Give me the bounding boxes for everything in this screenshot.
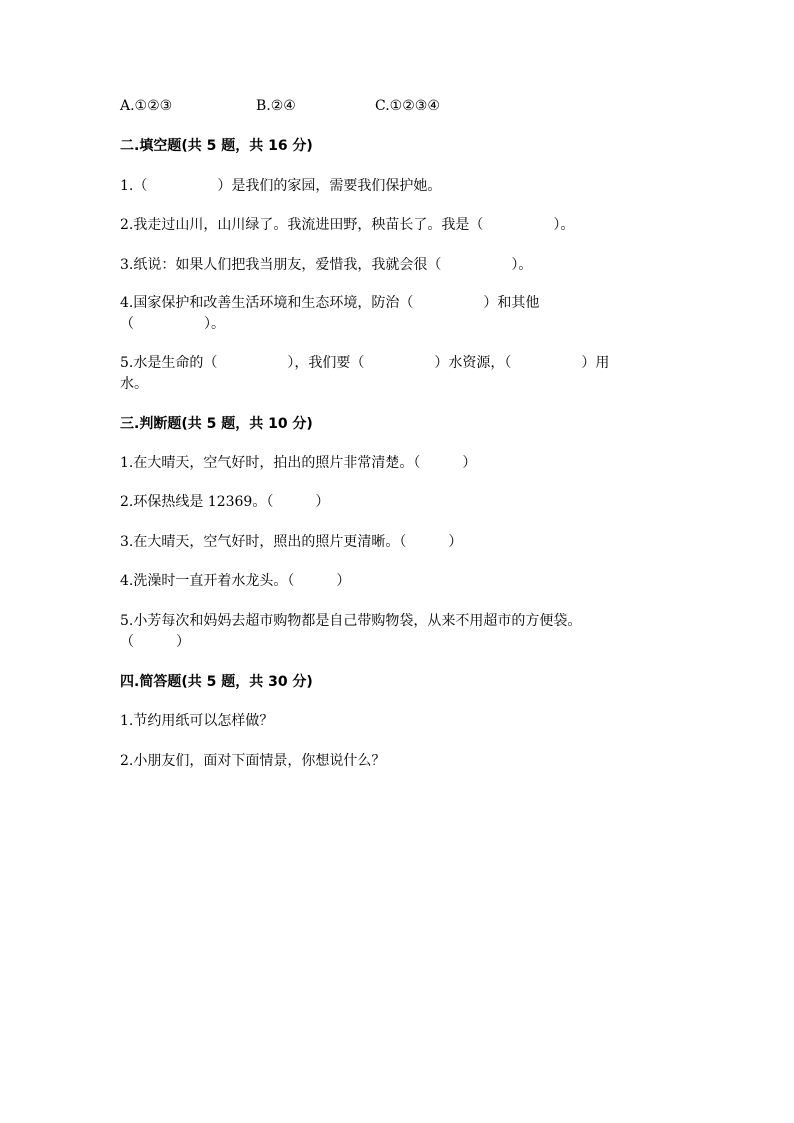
true-false-question-5-line-1: 5.小芳每次和妈妈去超市购物都是自己带购物袋，从来不用超市的方便袋。: [120, 613, 582, 629]
section-heading-fill-blank: 二.填空题(共 5 题，共 16 分): [120, 138, 313, 154]
fill-blank-question-4-line-1: 4.国家保护和改善生活环境和生态环境，防治（ ）和其他: [120, 295, 540, 311]
fill-blank-question-4-line-2: （ ）。: [120, 316, 225, 332]
section-heading-short-answer: 四.简答题(共 5 题，共 30 分): [120, 674, 313, 690]
choice-option-c: C.①②③④: [375, 98, 440, 114]
true-false-question-5-line-2: （ ）: [120, 634, 190, 650]
short-answer-question-2: 2.小朋友们，面对下面情景，你想说什么？: [120, 753, 386, 769]
true-false-question-2: 2.环保热线是 12369。（ ）: [120, 494, 330, 510]
fill-blank-question-3: 3.纸说：如果人们把我当朋友，爱惜我，我就会很（ ）。: [120, 257, 533, 273]
true-false-question-3: 3.在大晴天，空气好时，照出的照片更清晰。（ ）: [120, 534, 463, 550]
true-false-question-4: 4.洗澡时一直开着水龙头。（ ）: [120, 573, 351, 589]
choice-options-row: [120, 96, 440, 116]
fill-blank-question-2: 2.我走过山川，山川绿了。我流进田野，秧苗长了。我是（ ）。: [120, 217, 575, 233]
fill-blank-question-5-line-2: 水。: [120, 376, 148, 392]
short-answer-question-1: 1.节约用纸可以怎样做？: [120, 713, 274, 729]
fill-blank-question-1: 1.（ ）是我们的家园，需要我们保护她。: [120, 178, 442, 194]
section-heading-true-false: 三.判断题(共 5 题，共 10 分): [120, 416, 313, 432]
choice-option-a: A.①②③: [120, 98, 173, 114]
true-false-question-1: 1.在大晴天，空气好时，拍出的照片非常清楚。（ ）: [120, 455, 477, 471]
choice-option-b: B.②④: [256, 98, 296, 114]
fill-blank-question-5-line-1: 5.水是生命的（ ），我们要（ ）水资源，（ ）用: [120, 355, 610, 371]
